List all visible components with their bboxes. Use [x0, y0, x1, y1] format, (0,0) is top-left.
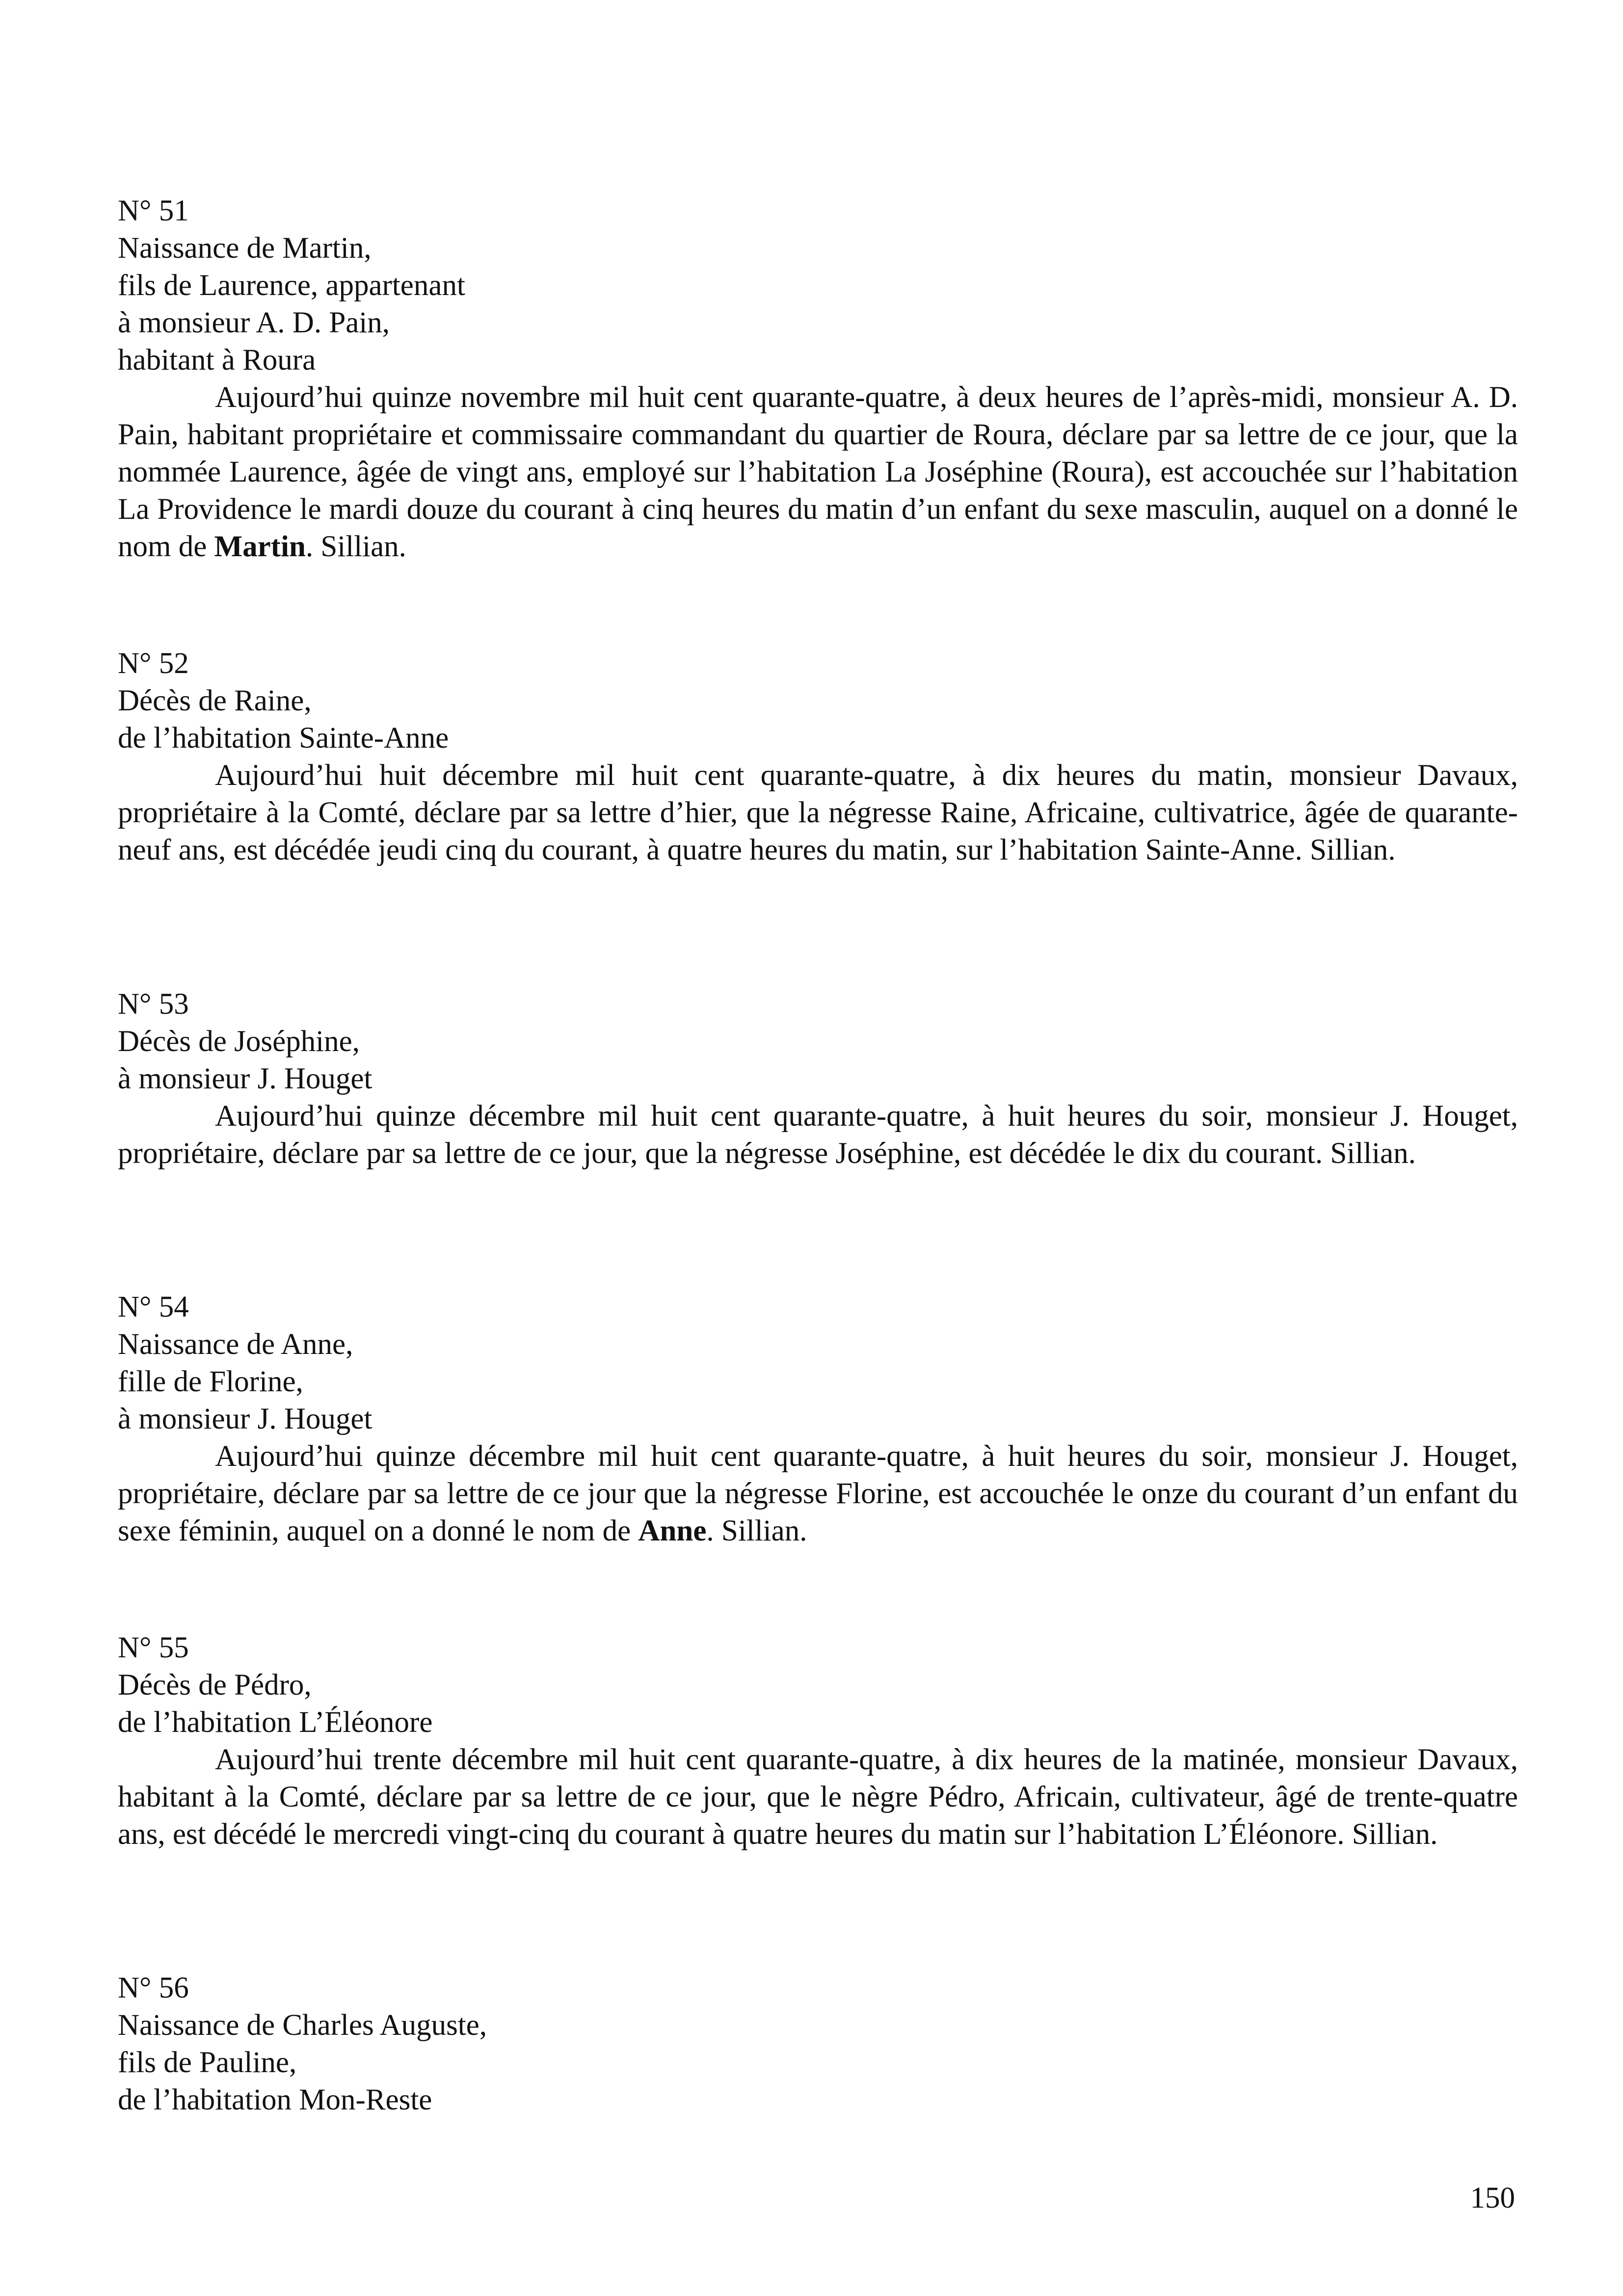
- register-entry: [118, 645, 1518, 869]
- entry-number: N° 52: [118, 647, 189, 680]
- entry-number: N° 51: [118, 194, 189, 227]
- entry-number: N° 53: [118, 988, 189, 1021]
- entry-heading-line: de l’habitation L’Éléonore: [118, 1706, 433, 1739]
- entry-heading-line: à monsieur A. D. Pain,: [118, 306, 390, 339]
- entry-heading-line: Décès de Raine,: [118, 684, 312, 717]
- entry-number: N° 55: [118, 1631, 189, 1664]
- entry-body: [118, 1098, 1518, 1172]
- entry-child-name: Anne: [638, 1514, 707, 1547]
- entry-body: [118, 1741, 1518, 1853]
- entry-heading-line: Naissance de Charles Auguste,: [118, 2009, 487, 2042]
- entry-body: [118, 757, 1518, 869]
- register-entry: [118, 1970, 1518, 2119]
- entry-heading-line: fils de Pauline,: [118, 2046, 297, 2079]
- entry-heading-line: habitant à Roura: [118, 344, 316, 377]
- entry-heading-line: Décès de Pédro,: [118, 1669, 312, 1702]
- register-entry: [118, 1629, 1518, 1853]
- entry-heading-line: de l’habitation Sainte-Anne: [118, 722, 449, 755]
- entry-heading-line: Naissance de Anne,: [118, 1328, 353, 1361]
- entry-body-text: Aujourd’hui trente décembre mil huit cent quarante-quatre, à dix heures de la matinée, monsieur Davaux, habitant à la Comté, déclare par sa lettre de ce jour, que le nègre Pédro, Africain, cultivateur, âgé de trente-quatre ans, est décédé le mercredi vingt-cinq du courant à quatre heures du matin sur l’habitation L’Éléonore. Sillian.: [118, 1743, 1518, 1851]
- entry-heading-line: de l’habitation Mon-Reste: [118, 2083, 432, 2116]
- entry-heading-line: Naissance de Martin,: [118, 232, 372, 265]
- entry-body: [118, 379, 1518, 566]
- entry-child-name: Martin: [214, 530, 306, 563]
- entry-heading-line: fils de Laurence, appartenant: [118, 269, 465, 302]
- page-number: 150: [1470, 2182, 1515, 2215]
- entry-heading-line: à monsieur J. Houget: [118, 1062, 372, 1095]
- entry-heading-line: fille de Florine,: [118, 1365, 303, 1398]
- register-entry: [118, 192, 1518, 566]
- entry-number: N° 54: [118, 1291, 189, 1324]
- entry-body-text: Aujourd’hui huit décembre mil huit cent quarante-quatre, à dix heures du matin, monsieur Davaux, propriétaire à la Comté, déclare par sa lettre d’hier, que la négresse Raine, Africaine, cultivatrice, âgée de quarante-neuf ans, est décédée jeudi cinq du courant, à quatre heures du matin, sur l’habitation Sainte-Anne. Sillian.: [118, 759, 1518, 866]
- entry-heading-line: à monsieur J. Houget: [118, 1403, 372, 1435]
- entry-body-signature: . Sillian.: [706, 1514, 807, 1547]
- entry-body-signature: . Sillian.: [305, 530, 406, 563]
- entry-heading-line: Décès de Joséphine,: [118, 1025, 360, 1058]
- register-entry: [118, 986, 1518, 1172]
- entry-body: [118, 1438, 1518, 1550]
- entry-body-text: Aujourd’hui quinze novembre mil huit cent quarante-quatre, à deux heures de l’après-midi, monsieur A. D. Pain, habitant propriétaire et commissaire commandant du quartier de Roura, déclare par sa lettre de ce jour, que la nommée Laurence, âgée de vingt ans, employé sur l’habitation La Joséphine (Roura), est accouchée sur l’habitation La Providence le mardi douze du courant à cinq heures du matin d’un enfant du sexe masculin, auquel on a donné le nom de: [118, 381, 1518, 563]
- entry-body-text: Aujourd’hui quinze décembre mil huit cent quarante-quatre, à huit heures du soir, monsieur J. Houget, propriétaire, déclare par sa lettre de ce jour, que la négresse Joséphine, est décédée le dix du courant. Sillian.: [118, 1100, 1518, 1170]
- register-entry: [118, 1289, 1518, 1550]
- entry-number: N° 56: [118, 1972, 189, 2004]
- entry-body-text: Aujourd’hui quinze décembre mil huit cent quarante-quatre, à huit heures du soir, monsieur J. Houget, propriétaire, déclare par sa lettre de ce jour que la négresse Florine, est accouchée le onze du courant d’un enfant du sexe féminin, auquel on a donné le nom de: [118, 1440, 1518, 1547]
